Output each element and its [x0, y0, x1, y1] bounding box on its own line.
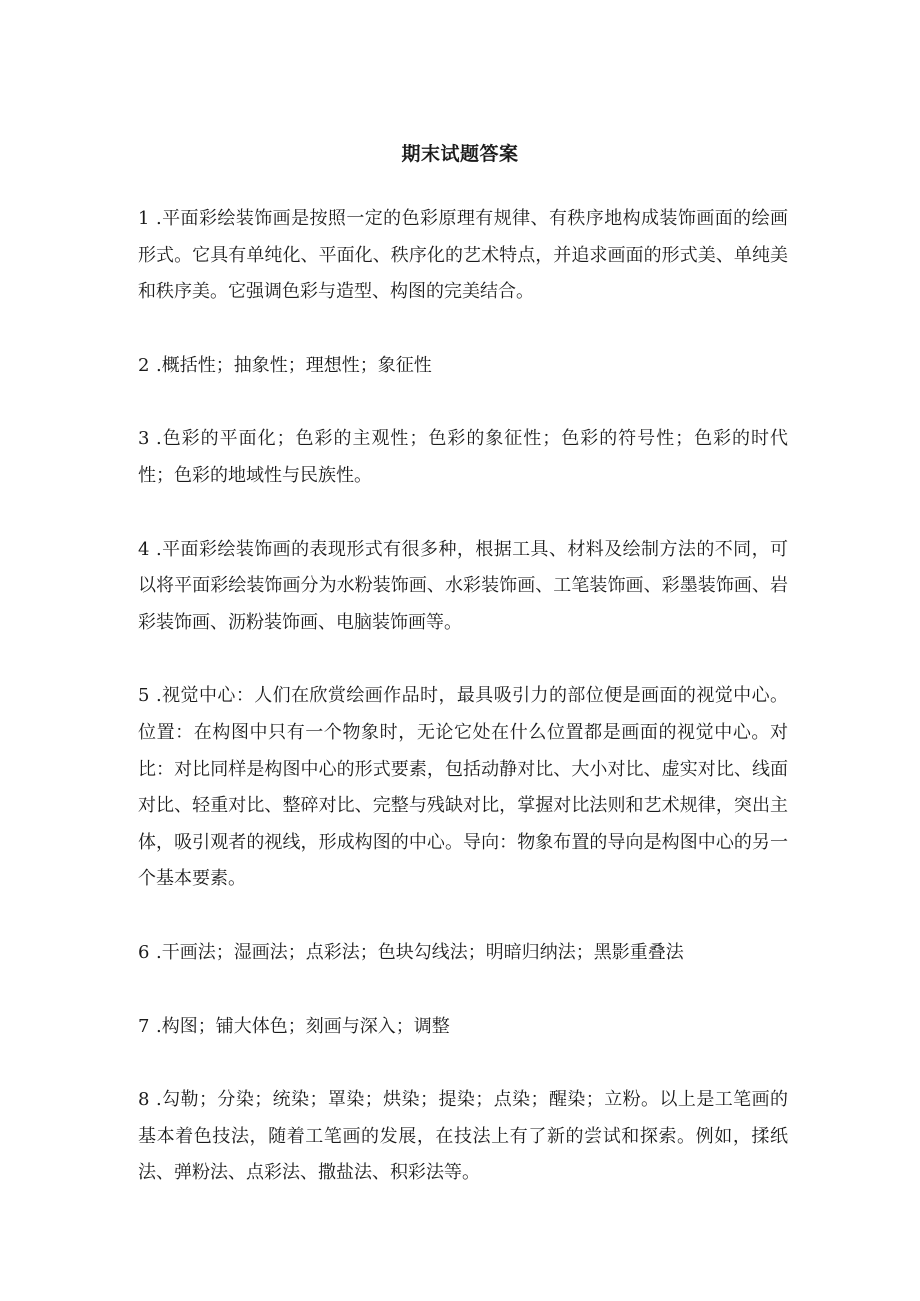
answer-text: .平面彩绘装饰画的表现形式有很多种，根据工具、材料及绘制方法的不同，可以将平面彩绘装饰画分为水粉装饰画、水彩装饰画、工笔装饰画、彩墨装饰画、岩彩装饰画、沥粉装饰画、电脑装饰画等。 — [138, 538, 788, 633]
answer-text: .概括性；抽象性；理想性；象征性 — [156, 354, 432, 376]
answer-text: .平面彩绘装饰画是按照一定的色彩原理有规律、有秩序地构成装饰画面的绘画形式。它具有单纯化、平面化、秩序化的艺术特点，并追求画面的形式美、单纯美和秩序美。它强调色彩与造型、构图的完美结合。 — [138, 208, 788, 303]
answer-item-4 — [138, 532, 788, 642]
answer-item-6 — [138, 935, 788, 972]
answer-number: 2 — [138, 354, 150, 376]
answer-item-8 — [138, 1082, 788, 1192]
answer-text: .色彩的平面化；色彩的主观性；色彩的象征性；色彩的符号性；色彩的时代性；色彩的地域性与民族性。 — [138, 428, 788, 486]
page-title: 期末试题答案 — [401, 142, 519, 165]
answer-number: 1 — [138, 208, 150, 229]
answer-item-7 — [138, 1009, 788, 1046]
answer-item-1 — [138, 201, 788, 311]
answer-number: 8 — [138, 1089, 150, 1111]
answer-text: .视觉中心：人们在欣赏绘画作品时，最具吸引力的部位便是画面的视觉中心。位置：在构图中只有一个物象时，无论它处在什么位置都是画面的视觉中心。对比：对比同样是构图中心的形式要素，包括动静对比、大小对比、虚实对比、线面对比、轻重对比、整碎对比、完整与残缺对比，掌握对比法则和艺术规律，突出主体，吸引观者的视线，形成构图的中心。导向：物象布置的导向是构图中心的另一个基本要素。 — [138, 685, 788, 890]
answer-text: .干画法；湿画法；点彩法；色块勾线法；明暗归纳法；黑影重叠法 — [156, 941, 684, 963]
answer-number: 3 — [138, 428, 150, 450]
answer-list — [138, 201, 788, 1229]
answer-item-5 — [138, 678, 788, 898]
answer-number: 5 — [138, 685, 150, 707]
answer-number: 6 — [138, 941, 150, 963]
answer-number: 7 — [138, 1015, 150, 1037]
answer-item-2 — [138, 348, 788, 385]
answer-number: 4 — [138, 538, 150, 560]
answer-text: .勾勒；分染；统染；罩染；烘染；提染；点染；醒染；立粉。以上是工笔画的基本着色技法，随着工笔画的发展，在技法上有了新的尝试和探索。例如，揉纸法、弹粉法、点彩法、撒盐法、积彩法等。 — [138, 1089, 788, 1184]
answer-item-3 — [138, 421, 788, 494]
answer-text: .构图；铺大体色；刻画与深入；调整 — [156, 1015, 450, 1037]
